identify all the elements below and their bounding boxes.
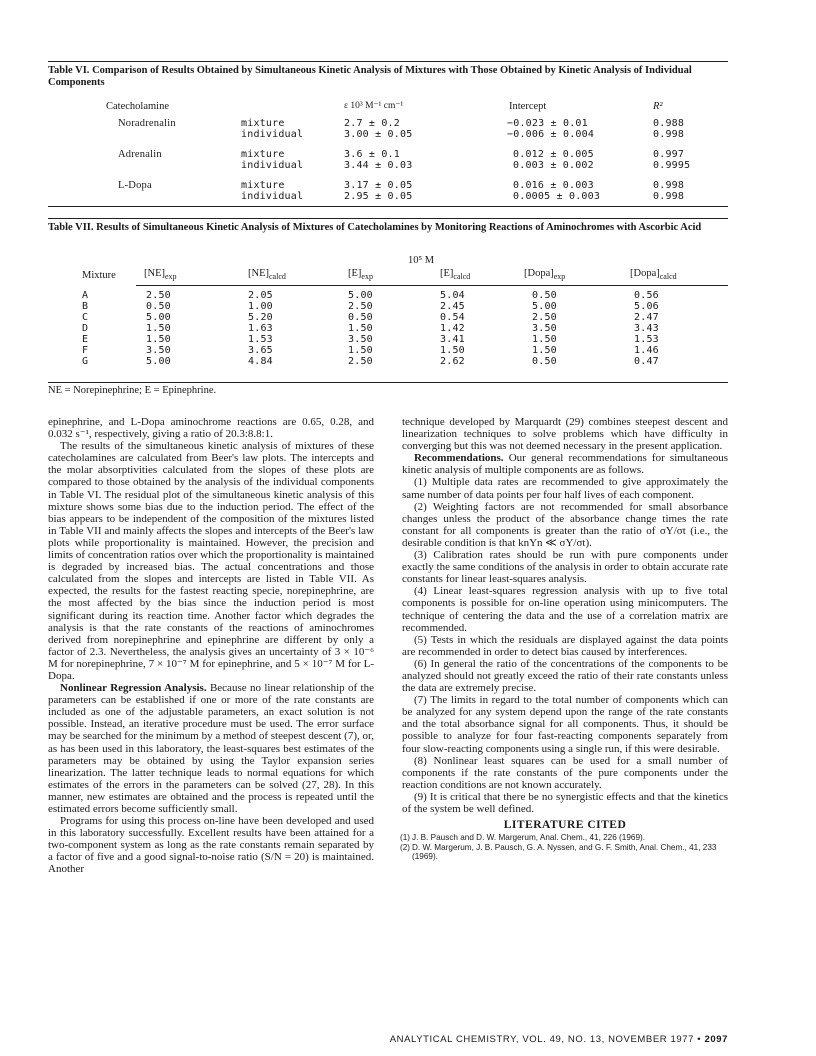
table-cell: 0.998 [653, 180, 685, 191]
table-cell: 3.50 [348, 334, 373, 346]
table-cell: 1.63 [248, 323, 273, 335]
table-cell: 5.00 [146, 312, 171, 324]
page-footer [390, 1034, 728, 1045]
table-row [48, 191, 728, 202]
table-vii-grid [48, 252, 728, 367]
table-cell: 5.04 [440, 290, 465, 302]
table-vi-label: Table VI. [48, 65, 90, 76]
table-vi-header-name: Catecholamine [106, 101, 169, 112]
table-row [48, 345, 728, 356]
table-cell: 3.6 ± 0.1 [344, 149, 400, 160]
table-vi-header-r2: R² [653, 101, 663, 112]
table-cell: D [82, 323, 89, 335]
table-row [48, 118, 728, 129]
table-cell: 0.50 [348, 312, 373, 324]
section-heading: Recommendations. [414, 452, 504, 465]
recommendation-item: (2) Weighting factors are not recommended for small absorbance changes unless the product of the absorbance change times the rate constant for all components is greater than the ratio of σY/σt (i.e., the desirable condition is that knYn ≪ σY/σt). [402, 500, 728, 549]
table-cell: mixture [241, 118, 285, 129]
table-vii-footnote: NE = Norepinephrine; E = Epinephrine. [48, 382, 728, 396]
recommendation-item: (1) Multiple data rates are recommended to give approximately the same number of data points per four half lives of each component. [402, 476, 728, 501]
paragraph: epinephrine, and L-Dopa aminochrome reactions are 0.65, 0.28, and 0.032 s⁻¹, respectively, giving a ratio of 20.3:8.8:1. [48, 416, 374, 441]
table-cell: 5.20 [248, 312, 273, 324]
table-vii-header-dopa-calcd: $[Dopa]_{calcd}$ [612, 252, 728, 286]
table-cell: 3.50 [532, 323, 557, 335]
table-cell: 1.50 [532, 345, 557, 357]
table-cell: 5.00 [532, 301, 557, 313]
table-cell: G [82, 356, 89, 368]
table-cell: 3.41 [440, 334, 465, 346]
table-cell: C [82, 312, 89, 324]
table-cell: individual [241, 160, 304, 171]
table-cell: L-Dopa [118, 180, 152, 191]
table-vii-header-e-calcd: $[E]_{calcd}$ [420, 252, 512, 286]
table-cell: 2.62 [440, 356, 465, 368]
table-cell: 0.56 [634, 290, 659, 302]
page-number: 2097 [704, 1034, 728, 1045]
table-cell: 3.17 ± 0.05 [344, 180, 413, 191]
table-cell: mixture [241, 149, 285, 160]
table-vii-body [48, 286, 728, 368]
table-vii-unit: 10⁵ M [408, 255, 435, 266]
table-row [48, 334, 728, 345]
table-vii-label: Table VII. [48, 222, 94, 233]
table-cell: 2.50 [348, 356, 373, 368]
table-cell: 2.50 [146, 290, 171, 302]
table-cell: 3.65 [248, 345, 273, 357]
table-cell: 1.42 [440, 323, 465, 335]
table-cell: 2.95 ± 0.05 [344, 191, 413, 202]
table-vii-header-e-exp: $[E]_{exp}$ [328, 252, 420, 286]
table-vii-header-mixture: Mixture [82, 269, 116, 281]
table-cell: F [82, 345, 89, 357]
recommendation-item: (4) Linear least-squares regression analysis with up to five total components is possible for on-line operation using minicomputers. The technique of centering the data and the use of a correlation matrix are recommended. [402, 585, 728, 634]
table-cell: A [82, 289, 89, 301]
paragraph [48, 682, 374, 815]
table-vi [48, 61, 728, 207]
table-cell: 2.50 [348, 301, 373, 313]
table-vii-header-dopa-exp: $[Dopa]_{exp}$ [512, 252, 612, 286]
table-cell: 0.997 [653, 149, 685, 160]
table-row [48, 312, 728, 323]
table-cell: B [82, 301, 89, 313]
table-cell: 0.0005 ± 0.003 [513, 191, 601, 202]
table-cell: 3.50 [146, 345, 171, 357]
right-column [402, 416, 728, 861]
table-row [48, 140, 728, 160]
reference-item [402, 833, 728, 842]
table-cell: 2.50 [532, 312, 557, 324]
table-cell: 0.9995 [653, 160, 691, 171]
table-cell: 4.84 [248, 356, 273, 368]
table-cell: −0.006 ± 0.004 [507, 129, 595, 140]
paragraph [402, 452, 728, 476]
table-cell: Adrenalin [118, 149, 162, 160]
paragraph: The results of the simultaneous kinetic analysis of mixtures of these catecholamines are calculated from Beer's law plots. The intercepts and the molar absorptivities calculated from the slopes of these plots are compared to those obtained by the analysis of the individual components in Table VI. The residual plot of the simultaneous kinetic analysis of this mixture shows some bias due to the induction period. The effect of the bias appears to be independent of the composition of the mixtures listed in Table VII and mainly affects the slopes and intercepts of the Beer's law plots while proportionality is maintained. However, the precision and limits of concentration ratios over which the proportionality is maintained is degraded by increased bias. The actual concentrations and those calculated from the slopes and intercepts are listed in Table VII. As expected, the results for the fastest reacting specie, norepinephrine, are the most affected by the bias since the induction period is most significant during its reaction time. Another factor which degrades the analysis is that the rate constants of the reactions of aminochromes derived from norepinephrine and epinephrine are different by only a factor of 2.3. Nevertheless, the analysis gives an uncertainty of 3 × 10⁻⁶ M for norepinephrine, 7 × 10⁻⁷ M for epinephrine, and 5 × 10⁻⁷ M for L-Dopa. [48, 440, 374, 682]
table-vii-header-ne-exp: $[NE]_{exp}$ [136, 252, 232, 286]
table-row [48, 323, 728, 334]
table-row [48, 171, 728, 191]
table-cell: 3.44 ± 0.03 [344, 160, 413, 171]
paragraph: Programs for using this process on-line have been developed and used in this laboratory successfully. Excellent results have been attained for a two-component system as long as the rate constants remain separated by a factor of five and a good signal-to-noise ratio (S/N = 20) is maintained. Another [48, 815, 374, 876]
reference-text: J. B. Pausch and D. W. Margerum, Anal. Chem., 41, 226 (1969). [412, 833, 645, 843]
recommendation-item: (3) Calibration rates should be run with pure components under exactly the same conditions of the analysis in order to obtain accurate rate constants for linear least-squares analysis. [402, 549, 728, 586]
table-cell: 0.47 [634, 356, 659, 368]
table-cell: 1.50 [146, 334, 171, 346]
table-cell: 2.7 ± 0.2 [344, 118, 400, 129]
table-vi-grid [48, 92, 728, 202]
table-vii [48, 218, 728, 396]
table-row [48, 129, 728, 140]
table-cell: individual [241, 191, 304, 202]
table-cell: 1.50 [348, 345, 373, 357]
table-cell: 2.05 [248, 290, 273, 302]
table-cell: 0.50 [532, 356, 557, 368]
table-row [48, 286, 728, 302]
recommendation-item: (6) In general the ratio of the concentrations of the components to be analyzed should not greatly exceed the ratio of their rate constants unless the data are extremely precise. [402, 657, 728, 695]
literature-cited-heading: LITERATURE CITED [503, 819, 627, 832]
table-vii-caption [48, 222, 728, 234]
recommendation-item: (8) Nonlinear least squares can be used for a small number of components if the rate constants of the pure components under the reaction conditions are not known accurately. [402, 754, 728, 791]
table-cell: 2.47 [634, 312, 659, 324]
table-cell: 0.012 ± 0.005 [513, 149, 594, 160]
recommendation-item: (5) Tests in which the residuals are displayed against the data points are recommended in order to detect bias caused by interferences. [402, 633, 728, 658]
paragraph-text: Our general recommendations for simultaneous kinetic analysis of multiple components are as follows. [402, 452, 728, 477]
table-cell: 0.998 [653, 129, 685, 140]
table-row [48, 160, 728, 171]
table-cell: mixture [241, 180, 285, 191]
table-vi-caption [48, 65, 728, 88]
table-cell: 3.43 [634, 323, 659, 335]
table-vi-header-intercept: Intercept [509, 101, 547, 112]
table-cell: individual [241, 129, 304, 140]
section-heading: Nonlinear Regression Analysis. [60, 682, 207, 695]
table-cell: 1.50 [348, 323, 373, 335]
table-cell: 1.53 [634, 334, 659, 346]
paragraph: technique developed by Marquardt (29) combines steepest descent and linearization techniques to solve problems which have difficulty in converging but this was not deemed necessary in the present application. [402, 416, 728, 453]
reference-number: (1) [400, 833, 411, 843]
recommendation-item: (7) The limits in regard to the total number of components which can be analyzed for any system depend upon the range of the rate constants and the total absorbance signal for all components. Thus, it should be possible to analyze for four fast-reacting components separately from four slow-reacting components using a single run, if this were desirable. [402, 694, 728, 755]
table-cell: 1.50 [440, 345, 465, 357]
table-cell: 5.00 [348, 290, 373, 302]
reference-item [402, 843, 728, 862]
table-cell: −0.023 ± 0.01 [507, 118, 588, 129]
journal-citation: ANALYTICAL CHEMISTRY, VOL. 49, NO. 13, NOVEMBER 1977 • [389, 1034, 702, 1045]
paragraph-text: Because no linear relationship of the parameters can be established if one or more of the rate constants are included as one of the adjustable parameters, an exact solution is not possible. Instead, an iterative procedure must be used. The error surface may be searched for the minimum by a method of steepest descent (7), or, as has been used in this laboratory, the least-squares best estimates of the parameters may be obtained by using the Taylor expansion series linearization. The latter technique leads to normal equations for which estimates of the errors in the parameters can be solved (27, 28). In this manner, new estimates are obtained and the process is repeated until the estimated errors become sufficiently small. [48, 682, 374, 815]
table-cell: E [82, 334, 89, 346]
table-cell: 1.46 [634, 345, 659, 357]
table-cell: 2.45 [440, 301, 465, 313]
table-cell: 0.54 [440, 312, 465, 324]
table-cell: 1.50 [532, 334, 557, 346]
table-cell: 0.50 [146, 301, 171, 313]
table-cell: 1.53 [248, 334, 273, 346]
table-row [48, 301, 728, 312]
reference-number: (2) [400, 842, 411, 852]
recommendation-item: (9) It is critical that there be no synergistic effects and that the kinetics of the system be well defined. [402, 790, 728, 815]
table-vi-header-eps: ε 10³ M⁻¹ cm⁻¹ [344, 101, 404, 111]
table-cell: 0.016 ± 0.003 [513, 180, 594, 191]
table-cell: 5.06 [634, 301, 659, 313]
table-vii-header-ne-calcd: $[NE]_{calcd}$ [232, 252, 328, 286]
table-cell: 0.50 [532, 290, 557, 302]
table-cell: 0.988 [653, 118, 685, 129]
table-cell: 5.00 [146, 356, 171, 368]
table-vii-header-row [48, 252, 728, 286]
table-cell: 1.00 [248, 301, 273, 313]
table-cell: 0.998 [653, 191, 685, 202]
table-cell: 1.50 [146, 323, 171, 335]
table-cell: Noradrenalin [118, 118, 176, 129]
table-vi-header-row [48, 92, 728, 118]
table-vii-caption-text: Results of Simultaneous Kinetic Analysis of Mixtures of Catecholamines by Monitoring Reactions of Aminochromes with Ascorbic Acid [96, 222, 702, 233]
table-row [48, 356, 728, 367]
reference-text: D. W. Margerum, J. B. Pausch, G. A. Nyssen, and G. F. Smith, Anal. Chem., 41, 233 (1969). [412, 842, 717, 861]
table-cell: 0.003 ± 0.002 [513, 160, 594, 171]
table-vi-caption-text: Comparison of Results Obtained by Simultaneous Kinetic Analysis of Mixtures with Those Obtained by Kinetic Analysis of Individual Components [48, 65, 692, 88]
table-cell: 3.00 ± 0.05 [344, 129, 413, 140]
left-column [48, 416, 374, 876]
